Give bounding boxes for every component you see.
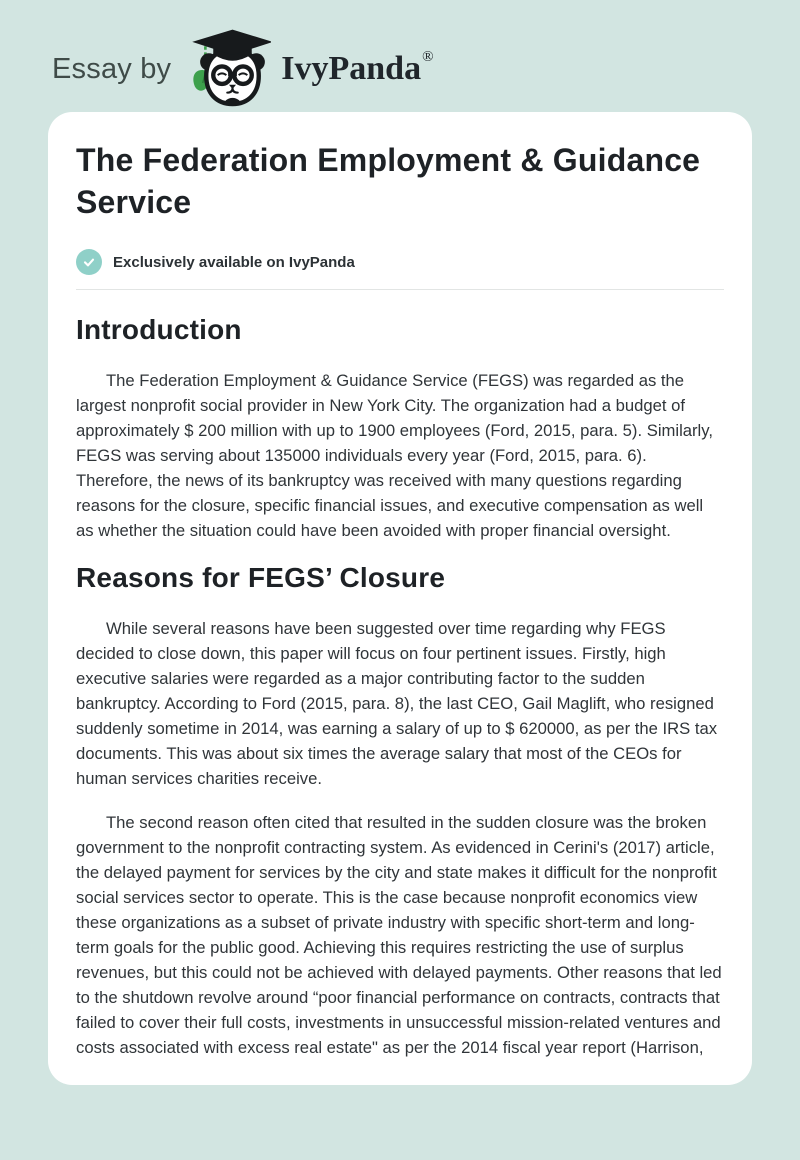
section-heading: Introduction: [76, 314, 242, 346]
check-icon: [76, 249, 102, 275]
section-reasons-for-closure: [76, 562, 724, 1060]
section-introduction: [76, 314, 724, 543]
brand-name: IvyPanda: [281, 50, 422, 87]
registered-trademark: ®: [422, 49, 434, 65]
essay-by-label: Essay by: [52, 52, 172, 85]
paragraph: While several reasons have been suggested over time regarding why FEGS decided to close down, this paper will focus on four pertinent issues. Firstly, high executive salaries were regarded as a major contributing factor to the sudden bankruptcy. According to Ford (2015, para. 8), the last CEO, Gail Maglift, who resigned suddenly sometime in 2014, was earning a salary of up to $ 620000, as per the IRS tax documents. This was about six times the average salary that most of the CEOs for human services charities receive.: [76, 619, 718, 789]
panda-graduate-icon: [187, 28, 271, 110]
availability-badge: [76, 249, 724, 275]
essay-card: [48, 112, 752, 1085]
brand-wordmark: [281, 49, 434, 87]
section-heading: Reasons for FEGS’ Closure: [76, 562, 446, 594]
paragraph: The Federation Employment & Guidance Service (FEGS) was regarded as the largest nonprofit social provider in New York City. The organization had a budget of approximately $ 200 million with up to 1900 employees (Ford, 2015, para. 5). Similarly, FEGS was serving about 135000 individuals every year (Ford, 2015, para. 6). Therefore, the news of its bankruptcy was received with many questions regarding reasons for the closure, specific financial issues, and executive compensation as well as whether the situation could have been avoided with proper financial oversight.: [76, 371, 713, 541]
page-title: The Federation Employment & Guidance Service: [76, 142, 701, 221]
ivypanda-logo: [187, 28, 433, 110]
divider: [76, 289, 724, 290]
paragraph: The second reason often cited that resulted in the sudden closure was the broken government to the nonprofit contracting system. As evidenced in Cerini's (2017) article, the delayed payment for services by the city and state makes it difficult for the nonprofit social services sector to operate. This is the case because nonprofit economics view these organizations as a subset of private industry with specific short-term and long-term goals for the public good. Achieving this requires restricting the use of surplus revenues, but this could not be achieved with delayed payments. Other reasons that led to the shutdown revolve around “poor financial performance on contracts, contracts that failed to cover their full costs, investments in unsuccessful mission-related ventures and costs associated with excess real estate" as per the 2014 fiscal year report (Harrison,: [76, 813, 722, 1058]
availability-badge-label: Exclusively available on IvyPanda: [113, 253, 355, 271]
site-header: [0, 0, 800, 112]
